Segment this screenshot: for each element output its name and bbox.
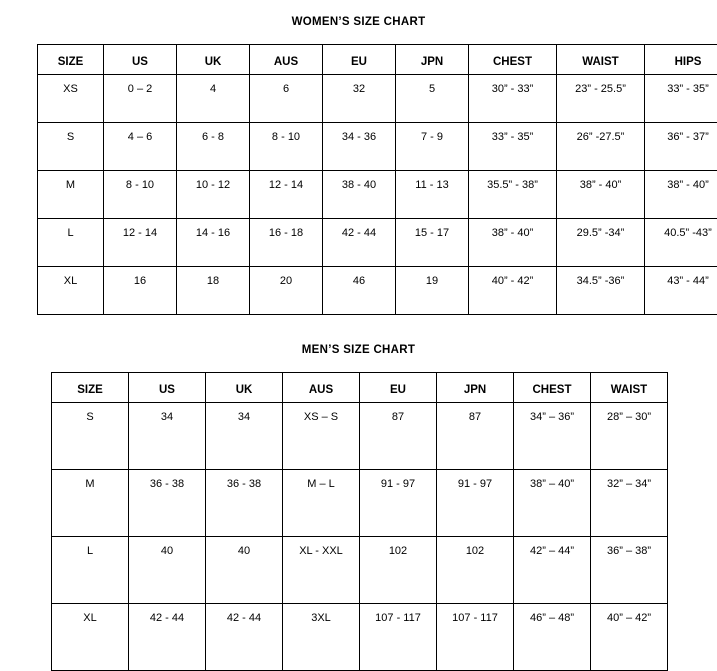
- cell-uk: 10 - 12: [177, 171, 250, 219]
- cell-chest: 40” - 42”: [469, 267, 557, 315]
- table-row: [38, 267, 717, 315]
- cell-eu: 32: [323, 75, 396, 123]
- cell-waist: 26” -27.5”: [557, 123, 645, 171]
- cell-eu: 38 - 40: [323, 171, 396, 219]
- cell-chest: 38” – 40”: [514, 470, 591, 537]
- column-header-eu: EU: [323, 45, 396, 75]
- cell-jpn: 11 - 13: [396, 171, 469, 219]
- table-row: [52, 537, 668, 604]
- cell-waist: 23” - 25.5”: [557, 75, 645, 123]
- column-header-aus: AUS: [283, 373, 360, 403]
- cell-waist: 34.5” -36”: [557, 267, 645, 315]
- cell-us: 34: [129, 403, 206, 470]
- column-header-jpn: JPN: [396, 45, 469, 75]
- cell-jpn: 7 - 9: [396, 123, 469, 171]
- cell-uk: 40: [206, 537, 283, 604]
- column-header-chest: CHEST: [469, 45, 557, 75]
- cell-eu: 42 - 44: [323, 219, 396, 267]
- cell-aus: 16 - 18: [250, 219, 323, 267]
- column-header-us: US: [129, 373, 206, 403]
- cell-waist: 32” – 34”: [591, 470, 668, 537]
- cell-size: S: [38, 123, 104, 171]
- column-header-hips: HIPS: [645, 45, 717, 75]
- column-header-uk: UK: [177, 45, 250, 75]
- cell-waist: 38” - 40”: [557, 171, 645, 219]
- cell-chest: 34” – 36”: [514, 403, 591, 470]
- cell-eu: 91 - 97: [360, 470, 437, 537]
- cell-aus: 20: [250, 267, 323, 315]
- cell-jpn: 87: [437, 403, 514, 470]
- cell-jpn: 107 - 117: [437, 604, 514, 671]
- cell-us: 0 – 2: [104, 75, 177, 123]
- column-header-aus: AUS: [250, 45, 323, 75]
- cell-hips: 36” - 37”: [645, 123, 717, 171]
- column-header-us: US: [104, 45, 177, 75]
- cell-jpn: 5: [396, 75, 469, 123]
- cell-jpn: 15 - 17: [396, 219, 469, 267]
- table-header-row: [38, 45, 717, 75]
- cell-chest: 33” - 35”: [469, 123, 557, 171]
- table-row: [38, 171, 717, 219]
- cell-eu: 102: [360, 537, 437, 604]
- cell-size: XL: [38, 267, 104, 315]
- cell-us: 36 - 38: [129, 470, 206, 537]
- cell-size: M: [52, 470, 129, 537]
- table-row: [38, 219, 717, 267]
- cell-size: L: [38, 219, 104, 267]
- womens-size-chart-table: [37, 44, 717, 315]
- cell-size: S: [52, 403, 129, 470]
- cell-us: 16: [104, 267, 177, 315]
- cell-us: 42 - 44: [129, 604, 206, 671]
- cell-chest: 30” - 33”: [469, 75, 557, 123]
- cell-aus: 8 - 10: [250, 123, 323, 171]
- cell-us: 8 - 10: [104, 171, 177, 219]
- cell-aus: 12 - 14: [250, 171, 323, 219]
- cell-aus: M – L: [283, 470, 360, 537]
- cell-jpn: 19: [396, 267, 469, 315]
- cell-aus: XL - XXL: [283, 537, 360, 604]
- cell-uk: 36 - 38: [206, 470, 283, 537]
- cell-chest: 42” – 44”: [514, 537, 591, 604]
- cell-chest: 46” – 48”: [514, 604, 591, 671]
- cell-uk: 6 - 8: [177, 123, 250, 171]
- cell-uk: 4: [177, 75, 250, 123]
- cell-eu: 34 - 36: [323, 123, 396, 171]
- column-header-jpn: JPN: [437, 373, 514, 403]
- cell-jpn: 91 - 97: [437, 470, 514, 537]
- cell-aus: 6: [250, 75, 323, 123]
- cell-hips: 43” - 44”: [645, 267, 717, 315]
- cell-size: M: [38, 171, 104, 219]
- column-header-waist: WAIST: [557, 45, 645, 75]
- cell-eu: 87: [360, 403, 437, 470]
- cell-size: L: [52, 537, 129, 604]
- table-row: [52, 470, 668, 537]
- column-header-chest: CHEST: [514, 373, 591, 403]
- cell-us: 12 - 14: [104, 219, 177, 267]
- cell-us: 4 – 6: [104, 123, 177, 171]
- table-row: [38, 75, 717, 123]
- cell-size: XS: [38, 75, 104, 123]
- cell-uk: 14 - 16: [177, 219, 250, 267]
- cell-aus: XS – S: [283, 403, 360, 470]
- mens-size-chart-title: MEN’S SIZE CHART: [0, 344, 717, 356]
- cell-waist: 28” – 30”: [591, 403, 668, 470]
- column-header-uk: UK: [206, 373, 283, 403]
- column-header-waist: WAIST: [591, 373, 668, 403]
- cell-waist: 36” – 38”: [591, 537, 668, 604]
- mens-size-chart-table: [51, 372, 668, 671]
- column-header-size: SIZE: [38, 45, 104, 75]
- cell-waist: 29.5” -34”: [557, 219, 645, 267]
- table-row: [38, 123, 717, 171]
- cell-chest: 35.5” - 38”: [469, 171, 557, 219]
- cell-hips: 38” - 40”: [645, 171, 717, 219]
- cell-hips: 40.5” -43”: [645, 219, 717, 267]
- table-row: [52, 604, 668, 671]
- cell-uk: 34: [206, 403, 283, 470]
- table-header-row: [52, 373, 668, 403]
- column-header-eu: EU: [360, 373, 437, 403]
- cell-eu: 46: [323, 267, 396, 315]
- table-row: [52, 403, 668, 470]
- cell-aus: 3XL: [283, 604, 360, 671]
- cell-waist: 40” – 42”: [591, 604, 668, 671]
- cell-chest: 38” - 40”: [469, 219, 557, 267]
- cell-uk: 42 - 44: [206, 604, 283, 671]
- womens-size-chart-title: WOMEN’S SIZE CHART: [0, 16, 717, 28]
- cell-jpn: 102: [437, 537, 514, 604]
- cell-hips: 33” - 35”: [645, 75, 717, 123]
- cell-uk: 18: [177, 267, 250, 315]
- column-header-size: SIZE: [52, 373, 129, 403]
- cell-us: 40: [129, 537, 206, 604]
- cell-size: XL: [52, 604, 129, 671]
- cell-eu: 107 - 117: [360, 604, 437, 671]
